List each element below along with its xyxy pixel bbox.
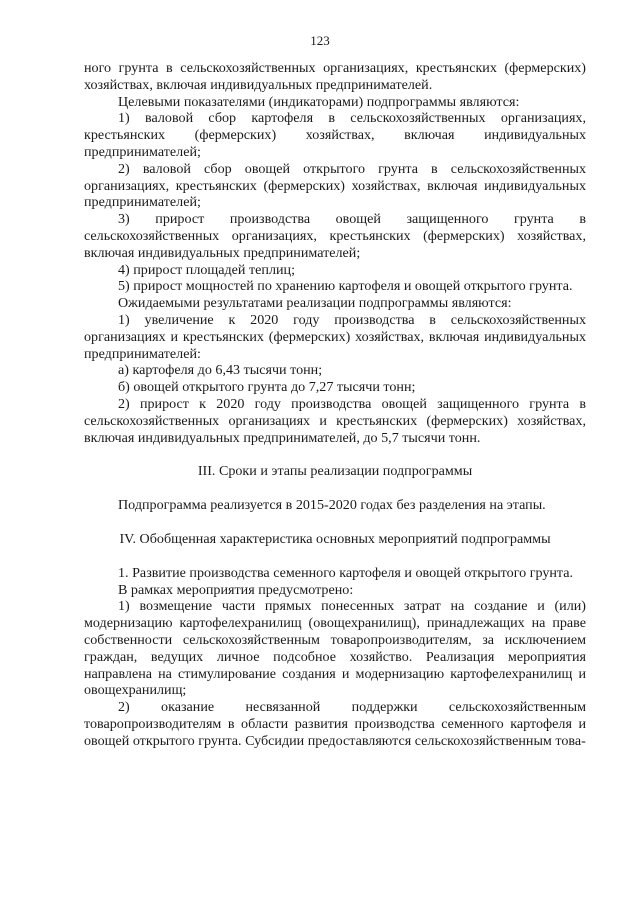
- section-spacer: [84, 548, 586, 565]
- paragraph: Подпрограмма реализуется в 2015-2020 годах без разделения на этапы.: [118, 497, 546, 514]
- paragraph: ного грунта в сельскохозяйственных организациях, крестьянских (фермерских) хозяйствах, включая индивидуальных предпринимателей.: [84, 60, 586, 93]
- paragraph: б) овощей открытого грунта до 7,27 тысячи тонн;: [118, 379, 416, 396]
- paragraph: 1) увеличение к 2020 году производства в сельскохозяйственных организациях и крестьянских (фермерских) хозяйствах, включая индивидуальных предпринимателей:: [84, 311, 586, 362]
- paragraph: Ожидаемыми результатами реализации подпрограммы являются:: [118, 295, 512, 312]
- paragraph: 5) прирост мощностей по хранению картофеля и овощей открытого грунта.: [118, 278, 573, 295]
- section-heading: III. Сроки и этапы реализации подпрограммы: [197, 463, 473, 480]
- paragraph: 1. Развитие производства семенного картофеля и овощей открытого грунта.: [118, 564, 574, 581]
- section-spacer: [84, 480, 586, 497]
- paragraph: 1) валовой сбор картофеля в сельскохозяйственных организациях, крестьянских (фермерских) хозяйствах, включая индивидуальных предпринимателей;: [84, 110, 586, 160]
- document-body: [84, 60, 586, 749]
- page-number: 123: [310, 33, 330, 48]
- paragraph: 3) прирост производства овощей защищенного грунта в сельскохозяйственных организациях, крестьянских (фермерских) хозяйствах, включая индивидуальных предпринимателей;: [84, 211, 586, 261]
- paragraph: а) картофеля до 6,43 тысячи тонн;: [118, 362, 323, 379]
- paragraph: 2) прирост к 2020 году производства овощей защищенного грунта в сельскохозяйственных организациях и крестьянских (фермерских) хозяйствах, включая индивидуальных предпринимателей, до 5,7 тысячи тонн.: [84, 395, 586, 446]
- section-spacer: [84, 514, 586, 531]
- paragraph: 4) прирост площадей теплиц;: [118, 261, 295, 278]
- paragraph: В рамках мероприятия предусмотрено:: [118, 581, 354, 598]
- paragraph: 1) возмещение части прямых понесенных затрат на создание и (или) модернизацию картофелехранилищ (овощехранилищ), принадлежащих на праве собственности сельскохозяйственным товаропроизводителям, за исключением граждан, ведущих личное подсобное хозяйство. Реализация мероприятия направлена на стимулирование создания и модернизацию картофелехранилищ и овощехранилищ;: [84, 598, 586, 699]
- paragraph: Целевыми показателями (индикаторами) подпрограммы являются:: [118, 93, 520, 110]
- paragraph: 2) валовой сбор овощей открытого грунта в сельскохозяйственных организациях, крестьянских (фермерских) хозяйствах, включая индивидуальных предпринимателей;: [84, 160, 586, 211]
- section-heading: IV. Обобщенная характеристика основных мероприятий подпрограммы: [119, 530, 551, 547]
- paragraph: 2) оказание несвязанной поддержки сельскохозяйственным товаропроизводителям в области развития производства семенного картофеля и овощей открытого грунта. Субсидии предоставляются сельскохозяйственным това-: [84, 699, 586, 749]
- section-spacer: [84, 446, 586, 463]
